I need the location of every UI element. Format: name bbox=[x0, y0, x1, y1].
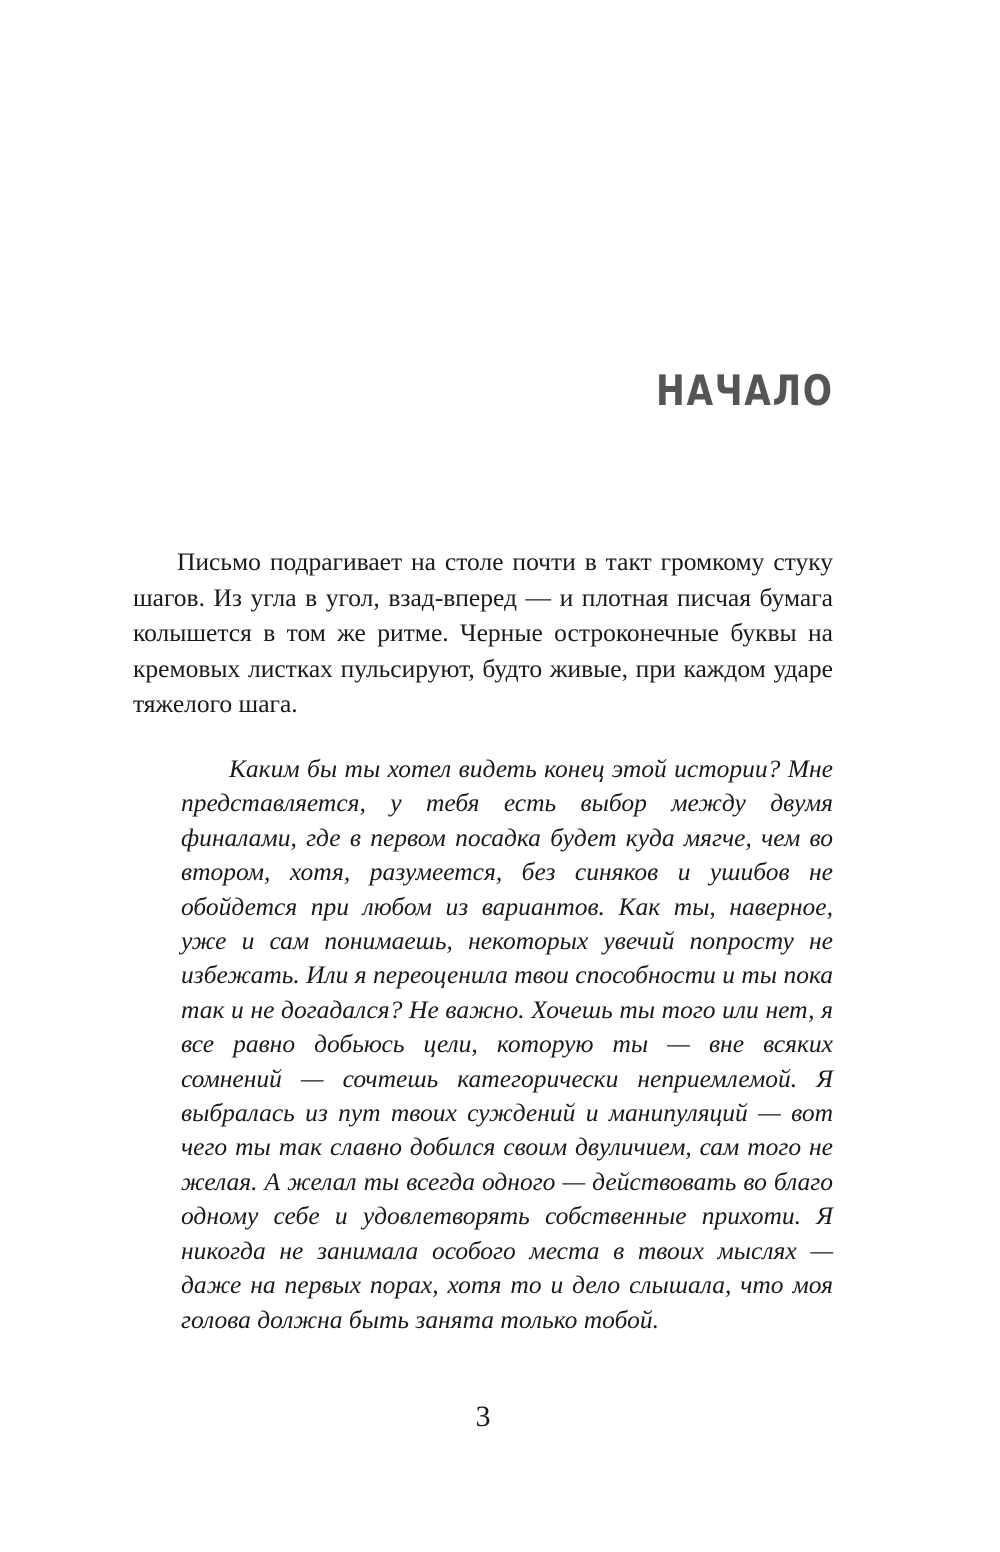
chapter-title: НАЧАЛО bbox=[656, 366, 834, 415]
page-number: 3 bbox=[475, 1400, 491, 1433]
letter-paragraph: Каким бы ты хотел видеть конец этой истории? Мне представляется, у тебя есть выбор между двумя финалами, где в первом посадка будет куда мягче, чем во втором, хотя, разумеется, без синяков и ушибов не обойдется при любом из вариантов. Как ты, наверное, уже и сам понимаешь, некоторых увечий попросту не избежать. Или я переоценила твои способности и ты пока так и не догадался? Не важно. Хочешь ты того или нет, я все равно добьюсь цели, которую ты — вне всяких сомнений — сочтешь категорически неприемлемой. Я выбралась из пут твоих суждений и манипуляций — вот чего ты так славно добился своим двуличием, сам того не желая. А желал ты всегда одного — действовать во благо одному себе и удовлетворять собственные прихоти. Я никогда не занимала особого места в твоих мыслях — даже на первых порах, хотя то и дело слышала, что моя голова должна быть занята только тобой. bbox=[181, 754, 833, 1334]
narrative-paragraph: Письмо подрагивает на столе почти в такт громкому стуку шагов. Из угла в угол, взад-вперед — и плотная писчая бумага колышется в том же ритме. Черные остроконечные буквы на кремовых листках пульсируют, будто живые, при каждом ударе тяжелого шага. bbox=[133, 547, 833, 718]
